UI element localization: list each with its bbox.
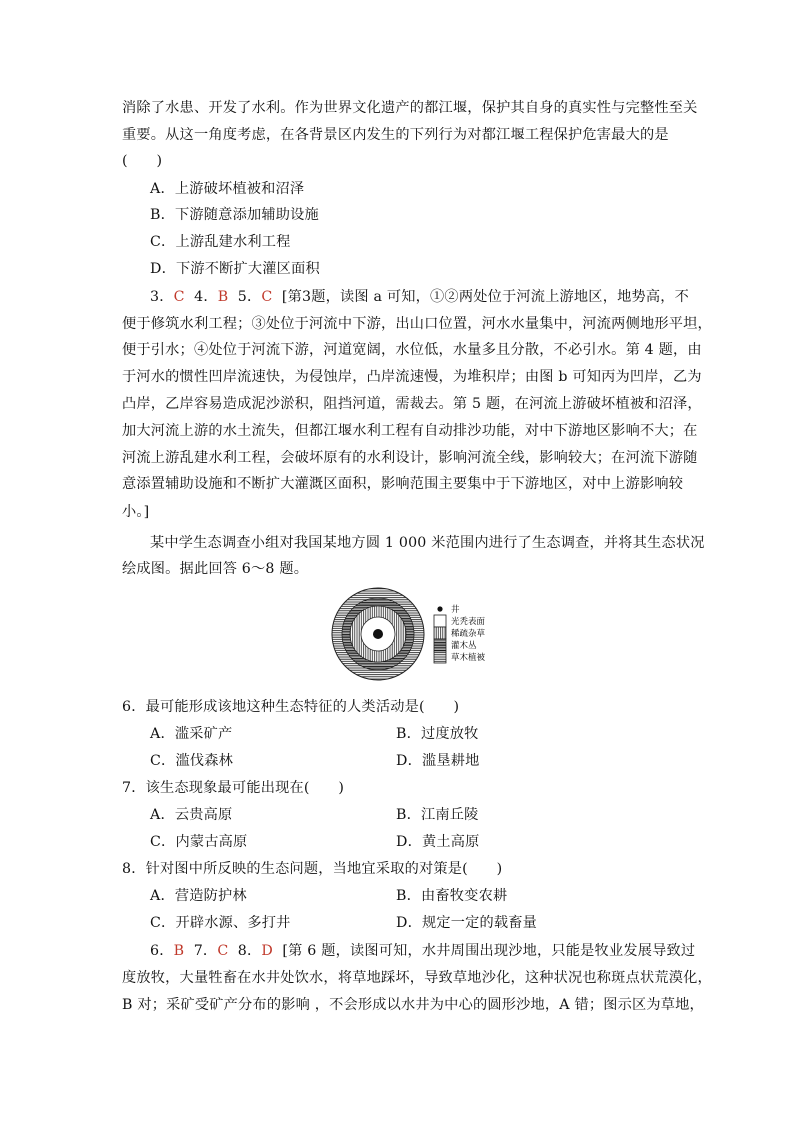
question-number: 6．: [150, 943, 174, 959]
paragraph-line: 消除了水患、开发了水利。作为世界文化遗产的都江堰，保护其自身的真实性与完整性至关: [122, 100, 698, 116]
well-marker: [373, 629, 383, 639]
explanation-line: 加大河流上游的水土流失，但都江堰水利工程有自动排沙功能，对中下游地区影响不大；在: [122, 423, 698, 439]
explanation-line: B 对；采矿受矿产分布的影响 ，不会形成以水井为中心的圆形沙地，A 错；图示区为草地，: [122, 997, 704, 1013]
option-a: A．营造防护林: [150, 888, 247, 904]
legend-label: 草木植被: [451, 653, 486, 663]
answer-line: [150, 941, 710, 961]
option-b: B．由畜牧变农耕: [396, 888, 508, 904]
legend-label: 灌木丛: [451, 641, 477, 651]
explanation-text: [第3题，读图 a 可知，①②两处位于河流上游地区，地势高，不: [281, 289, 690, 305]
legend-label: 井: [451, 605, 460, 615]
explanation-line: 便于修筑水利工程；③处位于河流中下游，出山口位置，河水水量集中，河流两侧地形平坦，: [122, 316, 712, 332]
option-b: B．下游随意添加辅助设施: [150, 207, 319, 223]
question-number: 5．: [237, 289, 262, 305]
explanation-line: 便于引水；④处位于河流下游，河道宽阔，水位低，水量多且分散，不必引水。第 4 题，由: [122, 342, 702, 358]
answer-key: C: [173, 289, 185, 305]
option-c: C．上游乱建水利工程: [150, 234, 291, 250]
question-number: 4．: [194, 289, 218, 305]
question-stem: 8．针对图中所反映的生态问题，当地宜采取的对策是( ): [122, 861, 503, 877]
legend-vegetation-icon: [434, 651, 446, 663]
option-d: D．滥垦耕地: [396, 753, 480, 769]
explanation-line: 于河水的惯性凹岸流速快，为侵蚀岸，凸岸流速慢，为堆积岸；由图 b 可知丙为凹岸，乙为: [122, 369, 702, 385]
explanation-line: 意添置辅助设施和不断扩大灌溉区面积，影响范围主要集中于下游地区，对中上游影响较: [122, 476, 684, 492]
option-a: A．上游破坏植被和沼泽: [150, 181, 305, 197]
option-d: D．下游不断扩大灌区面积: [150, 261, 320, 277]
legend-label: 光秃表面: [451, 617, 486, 627]
option-d: D．规定一定的载畜量: [396, 915, 538, 931]
question-stem: 7．该生态现象最可能出现在( ): [122, 780, 345, 796]
option-a: A．云贵高原: [150, 807, 233, 823]
explanation-line: 小。]: [122, 504, 150, 520]
answer-key: C: [261, 289, 273, 305]
answer-key: B: [217, 289, 229, 305]
option-c: C．内蒙古高原: [150, 834, 248, 850]
legend-sparse-grass-icon: [434, 627, 446, 639]
legend-bare-icon: [434, 615, 446, 627]
explanation-line: 河流上游乱建水利工程，会破坏原有的水利设计，影响河流全线，影响较大；在河流下游随: [122, 450, 698, 466]
option-b: B．过度放牧: [396, 726, 479, 742]
option-d: D．黄土高原: [396, 834, 480, 850]
question-number: 3．: [150, 289, 174, 305]
question-number: 8．: [237, 943, 262, 959]
question-number: 7．: [193, 943, 218, 959]
answer-line: [150, 287, 710, 307]
explanation-line: 度放牧，大量牲畜在水井处饮水，将草地踩坏，导致草地沙化，这种状况也称斑点状荒漠化，: [122, 970, 712, 986]
legend-label: 稀疏杂草: [451, 629, 486, 639]
answer-key: D: [261, 943, 273, 959]
answer-key: B: [173, 943, 185, 959]
ecology-figure: [330, 586, 500, 682]
option-b: B．江南丘陵: [396, 807, 479, 823]
paragraph-line: 重要。从这一角度考虑，在各背景区内发生的下列行为对都江堰工程保护危害最大的是: [122, 127, 669, 143]
intro-line: 某中学生态调查小组对我国某地方圆 1 000 米范围内进行了生态调查，并将其生态状况: [150, 535, 705, 551]
explanation-line: 凸岸，乙岸容易造成泥沙淤积，阻挡河道，需裁去。第 5 题，在河流上游破坏植被和沼泽，: [122, 396, 702, 412]
answer-key: C: [217, 943, 229, 959]
explanation-text: [第 6 题，读图可知，水井周围出现沙地，只能是牧业发展导致过: [282, 943, 696, 959]
legend-well-icon: [437, 606, 442, 611]
option-a: A．滥采矿产: [150, 726, 233, 742]
legend-shrub-icon: [434, 639, 446, 651]
intro-line: 绘成图。据此回答 6～8 题。: [122, 561, 309, 577]
question-stem: 6．最可能形成该地这种生态特征的人类活动是( ): [122, 699, 460, 715]
paragraph-line: ( ): [122, 153, 163, 169]
concentric-rings-diagram: [330, 586, 500, 682]
option-c: C．开辟水源、多打井: [150, 915, 291, 931]
option-c: C．滥伐森林: [150, 753, 233, 769]
